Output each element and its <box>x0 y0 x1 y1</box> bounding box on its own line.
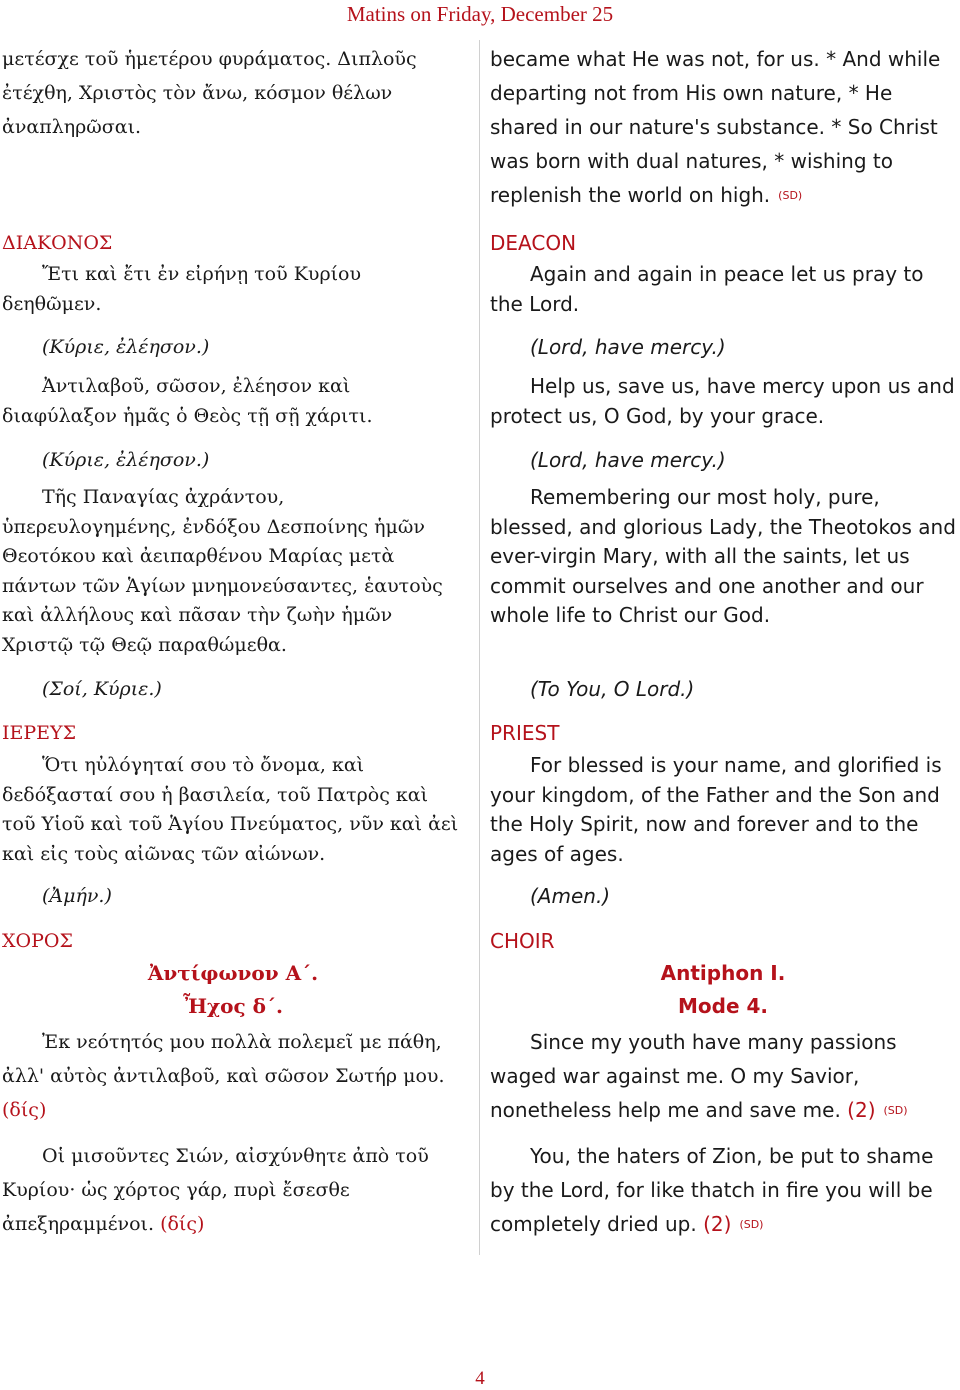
english-deacon-petition-3: Remembering our most holy, pure, blessed, and glorious Lady, the Theotokos and ever-virgin Mary, with all the saints, let us commit ourselves and one another and our whole life to Christ our God. <box>490 485 956 628</box>
greek-priest-exclamation: Ὅτι ηὐλόγηταί σου τὸ ὄνομα, καὶ δεδόξασταί σου ἡ βασιλεία, τοῦ Πατρὸς καὶ τοῦ Υἱοῦ καὶ τοῦ Ἁγίου Πνεύματος, νῦν καὶ ἀεὶ καὶ εἰς τοὺς αἰῶνας τῶν αἰώνων. <box>2 754 459 865</box>
english-intro-tag: (SD) <box>778 189 803 202</box>
greek-verse-2-text: Οἱ μισοῦντες Σιών, αἰσχύνθητε ἀπὸ τοῦ Κυρίου· ὡς χόρτος γάρ, πυρὶ ἔσεσθε ἀπεξηραμμένοι. <box>2 1145 429 1235</box>
english-response-3: (To You, O Lord.) <box>530 677 695 701</box>
greek-verse-1 <box>2 1025 464 1127</box>
english-mode: Mode 4. <box>678 994 768 1018</box>
greek-response-2: (Κύριε, ἐλέησον.) <box>42 449 210 471</box>
english-response-2: (Lord, have mercy.) <box>530 448 726 472</box>
english-response-1: (Lord, have mercy.) <box>530 335 726 359</box>
english-verse-1 <box>490 1025 956 1128</box>
greek-deacon-heading: ΔΙΑΚΟΝΟΣ <box>2 232 113 254</box>
english-verse-2-repeat: (2) <box>703 1212 732 1236</box>
greek-mode: Ἦχος δ΄. <box>183 994 283 1018</box>
english-priest-heading: PRIEST <box>490 721 560 745</box>
greek-deacon-petition-2: Ἀντιλαβοῦ, σῶσον, ἐλέησον καὶ διαφύλαξον ἡμᾶς ὁ Θεὸς τῇ σῇ χάριτι. <box>2 375 373 427</box>
greek-priest-heading: ΙΕΡΕΥΣ <box>2 722 77 744</box>
greek-choir-heading: ΧΟΡΟΣ <box>2 930 73 952</box>
column-divider <box>479 40 480 1255</box>
english-deacon-petition-1: Again and again in peace let us pray to the Lord. <box>490 262 924 316</box>
greek-antiphon-title: Ἀντίφωνον Α΄. <box>147 961 319 985</box>
english-verse-1-tag: (SD) <box>883 1104 908 1117</box>
greek-deacon-petition-1: Ἔτι καὶ ἔτι ἐν εἰρήνῃ τοῦ Κυρίου δεηθῶμεν. <box>2 263 362 315</box>
english-priest-exclamation: For blessed is your name, and glorified is your kingdom, of the Father and the Son and the Holy Spirit, now and forever and to the ages of ages. <box>490 753 942 866</box>
english-verse-1-repeat: (2) <box>847 1098 876 1122</box>
english-choir-heading: CHOIR <box>490 929 555 953</box>
greek-response-3: (Σοί, Κύριε.) <box>42 678 162 700</box>
english-verse-2-tag: (SD) <box>739 1218 764 1231</box>
greek-intro: μετέσχε τοῦ ἡμετέρου φυράματος. Διπλοῦς ἐτέχθη, Χριστὸς τὸν ἄνω, κόσμον θέλων ἀναπληρῶσαι. <box>2 48 417 138</box>
greek-verse-1-repeat: (δίς) <box>2 1099 47 1121</box>
page-header: Matins on Friday, December 25 <box>346 2 614 26</box>
english-deacon-heading: DEACON <box>490 231 577 255</box>
english-response-4: (Amen.) <box>530 884 611 908</box>
english-intro-text: became what He was not, for us. * And while departing not from His own nature, * He shared in our nature's substance. * So Christ was born with dual natures, * wishing to replenish the world on high. <box>490 47 941 207</box>
english-antiphon-title: Antiphon I. <box>660 961 786 985</box>
greek-response-4: (Ἀμήν.) <box>42 885 112 907</box>
greek-verse-2 <box>2 1139 464 1241</box>
greek-response-1: (Κύριε, ἐλέησον.) <box>42 336 210 358</box>
english-intro <box>490 42 956 213</box>
english-verse-2 <box>490 1139 956 1242</box>
greek-verse-2-repeat: (δίς) <box>160 1213 205 1235</box>
greek-verse-1-text: Ἐκ νεότητός μου πολλὰ πολεμεῖ με πάθη, ἀλλ' αὐτὸς ἀντιλαβοῦ, καὶ σῶσον Σωτήρ μου. <box>2 1031 445 1087</box>
greek-deacon-petition-3: Τῆς Παναγίας ἀχράντου, ὑπερευλογημένης, ἐνδόξου Δεσποίνης ἡμῶν Θεοτόκου καὶ ἀειπαρθένου Μαρίας μετὰ πάντων τῶν Ἁγίων μνημονεύσαντες, ἑαυτοὺς καὶ ἀλλήλους καὶ πᾶσαν τὴν ζωὴν ἡμῶν Χριστῷ τῷ Θεῷ παραθώμεθα. <box>2 486 443 656</box>
english-verse-1-text: Since my youth have many passions waged war against me. O my Savior, nonetheless help me and save me. <box>490 1030 897 1122</box>
page-number: 4 <box>475 1368 485 1389</box>
english-verse-2-text: You, the haters of Zion, be put to shame by the Lord, for like thatch in fire you will be completely dried up. <box>490 1144 934 1236</box>
english-deacon-petition-2: Help us, save us, have mercy upon us and protect us, O God, by your grace. <box>490 374 955 428</box>
